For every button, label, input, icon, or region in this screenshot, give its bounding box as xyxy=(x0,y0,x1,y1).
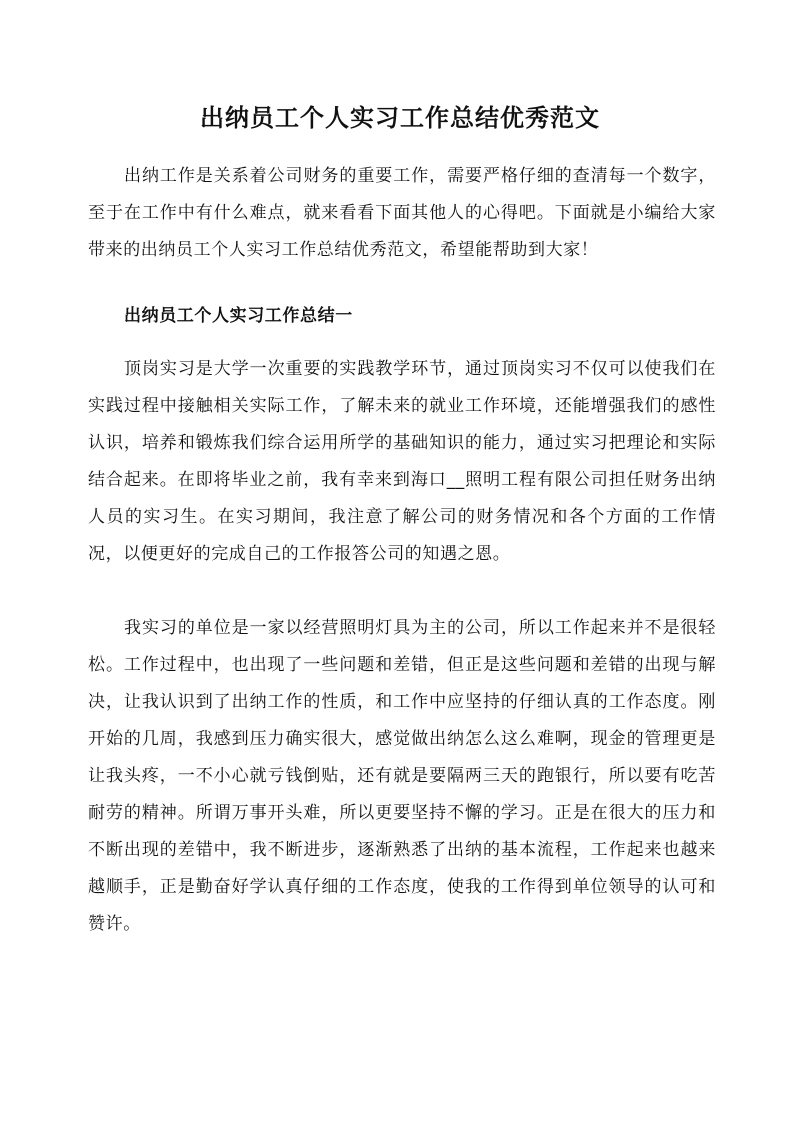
document-title: 出纳员工个人实习工作总结优秀范文 xyxy=(200,104,600,132)
section-heading: 出纳员工个人实习工作总结一 xyxy=(124,306,353,326)
body-paragraph-2: 我实习的单位是一家以经营照明灯具为主的公司，所以工作起来并不是很轻松。工作过程中，也出现了一些问题和差错，但正是这些问题和差错的出现与解决，让我认识到了出纳工作的性质，和工作中应坚持的仔细认真的工作态度。刚开始的几周，我感到压力确实很大，感觉做出纳怎么这么难啊，现金的管理更是让我头疼，一不小心就亏钱倒贴，还有就是要隔两三天的跑银行，所以要有吃苦耐劳的精神。所谓万事开头难，所以更要坚持不懈的学习。正是在很大的压力和不断出现的差错中，我不断进步，逐渐熟悉了出纳的基本流程，工作起来也越来越顺手，正是勤奋好学认真仔细的工作态度，使我的工作得到单位领导的认可和赞许。 xyxy=(88,618,716,934)
intro-paragraph: 出纳工作是关系着公司财务的重要工作，需要严格仔细的查清每一个数字，至于在工作中有什么难点，就来看看下面其他人的心得吧。下面就是小编给大家带来的出纳员工个人实习工作总结优秀范文，希望能帮助到大家！ xyxy=(88,166,716,260)
body-paragraph-1: 顶岗实习是大学一次重要的实践教学环节，通过顶岗实习不仅可以使我们在实践过程中接触相关实际工作，了解未来的就业工作环境，还能增强我们的感性认识，培养和锻炼我们综合运用所学的基础知识的能力，通过实习把理论和实际结合起来。在即将毕业之前，我有幸来到海口__照明工程有限公司担任财务出纳人员的实习生。在实习期间，我注意了解公司的财务情况和各个方面的工作情况，以便更好的完成自己的工作报答公司的知遇之恩。 xyxy=(88,359,716,564)
